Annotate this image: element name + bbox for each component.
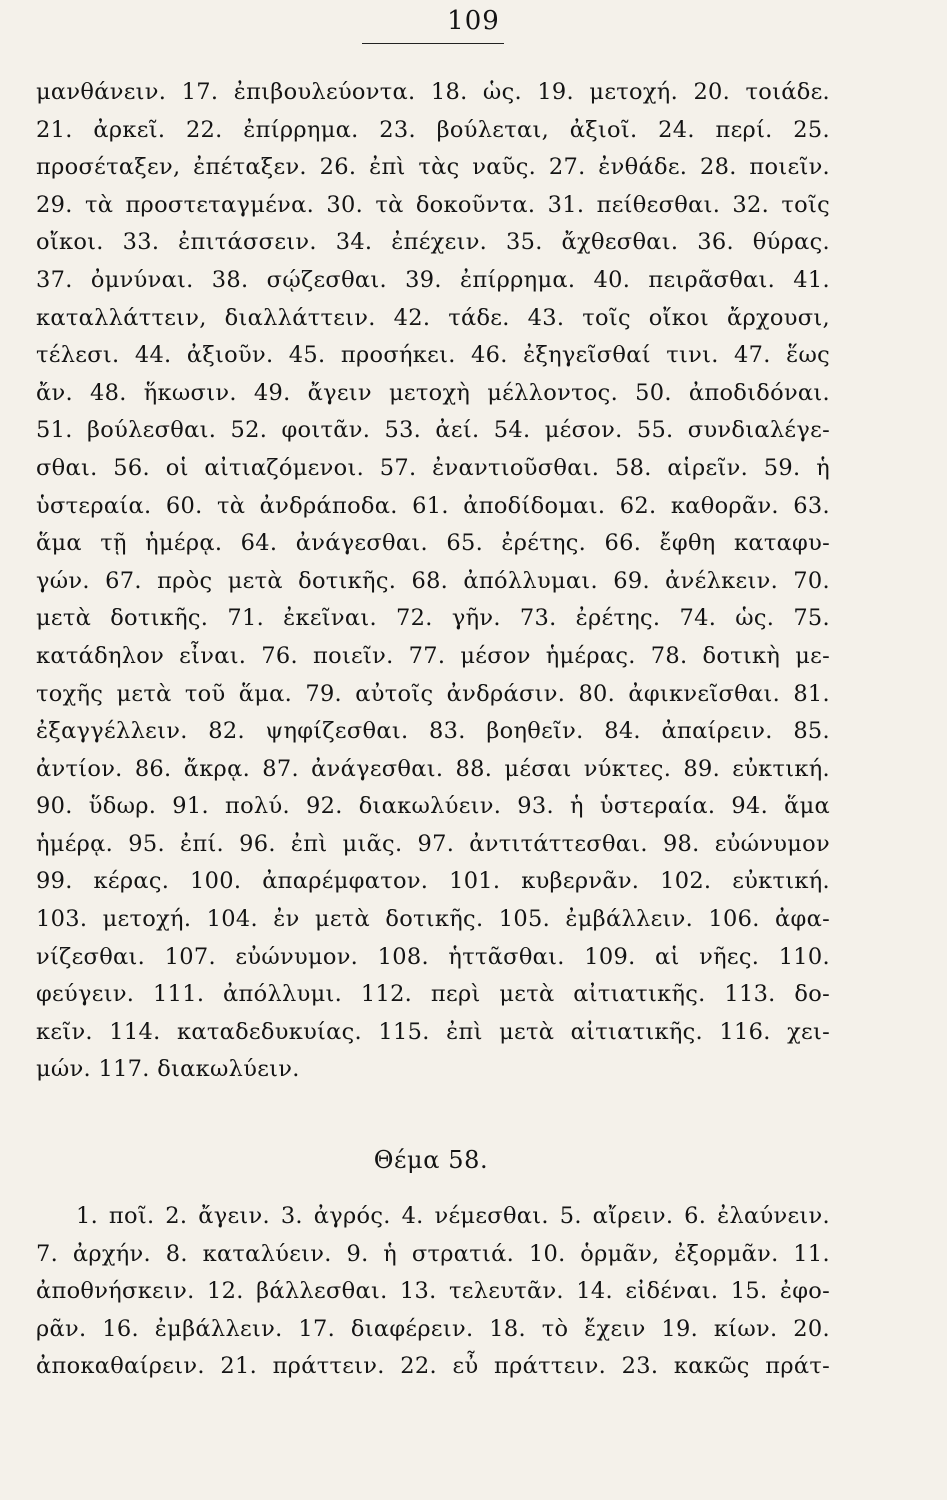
text-line: 29. τὰ προστεταγμένα. 30. τὰ δοκοῦντα. 31. πείθεσθαι. 32. τοῖς — [36, 191, 830, 218]
text-line: καταλλάττειν, διαλλάττειν. 42. τάδε. 43. τοῖς οἴκοι ἄρχουσι, — [36, 304, 830, 331]
text-line: 90. ὕδωρ. 91. πολύ. 92. διακωλύειν. 93. ἡ ὑστεραία. 94. ἅμα — [36, 793, 830, 820]
text-line: ἡμέρᾳ. 95. ἐπί. 96. ἐπὶ μιᾶς. 97. ἀντιτάττεσθαι. 98. εὐώνυμον — [36, 830, 830, 857]
text-line: γών. 67. πρὸς μετὰ δοτικῆς. 68. ἀπόλλυμαι. 69. ἀνέλκειν. 70. — [36, 567, 830, 594]
text-line: μετὰ δοτικῆς. 71. ἐκεῖναι. 72. γῆν. 73. ἐρέτης. 74. ὡς. 75. — [36, 605, 830, 632]
text-line: τοχῆς μετὰ τοῦ ἅμα. 79. αὐτοῖς ἀνδράσιν. 80. ἀφικνεῖσθαι. 81. — [36, 680, 830, 707]
header-rule — [362, 43, 504, 44]
text-line: σθαι. 56. οἱ αἰτιαζόμενοι. 57. ἐναντιοῦσθαι. 58. αἱρεῖν. 59. ἡ — [36, 454, 830, 481]
text-line: κεῖν. 114. καταδεδυκυίας. 115. ἐπὶ μετὰ αἰτιατικῆς. 116. χει- — [36, 1018, 830, 1045]
text-line: κατάδηλον εἶναι. 76. ποιεῖν. 77. μέσον ἡμέρας. 78. δοτικὴ με- — [36, 642, 830, 669]
section-heading: Θέμα 58. — [373, 1146, 489, 1174]
text-line: ἐξαγγέλλειν. 82. ψηφίζεσθαι. 83. βοηθεῖν. 84. ἀπαίρειν. 85. — [36, 718, 830, 745]
text-line: τέλεσι. 44. ἀξιοῦν. 45. προσήκει. 46. ἐξηγεῖσθαί τινι. 47. ἕως — [36, 342, 830, 369]
text-line: 37. ὀμνύναι. 38. σῴζεσθαι. 39. ἐπίρρημα. 40. πειρᾶσθαι. 41. — [36, 266, 830, 293]
answer-paragraph — [36, 74, 830, 1089]
text-line: 99. κέρας. 100. ἀπαρέμφατον. 101. κυβερνᾶν. 102. εὐκτική. — [36, 868, 830, 895]
text-line: φεύγειν. 111. ἀπόλλυμι. 112. περὶ μετὰ αἰτιατικῆς. 113. δο- — [36, 981, 830, 1008]
text-line: 103. μετοχή. 104. ἐν μετὰ δοτικῆς. 105. ἐμβάλλειν. 106. ἀφα- — [36, 906, 830, 933]
exercise-paragraph — [36, 1198, 830, 1386]
text-line: ἀποκαθαίρειν. 21. πράττειν. 22. εὖ πράττειν. 23. κακῶς πράτ- — [36, 1353, 830, 1380]
text-line: προσέταξεν, ἐπέταξεν. 26. ἐπὶ τὰς ναῦς. 27. ἐνθάδε. 28. ποιεῖν. — [36, 154, 830, 181]
text-line: οἴκοι. 33. ἐπιτάσσειν. 34. ἐπέχειν. 35. ἄχθεσθαι. 36. θύρας. — [36, 229, 830, 256]
text-line: 51. βούλεσθαι. 52. φοιτᾶν. 53. ἀεί. 54. μέσον. 55. συνδιαλέγε- — [36, 417, 830, 444]
text-line: 7. ἀρχήν. 8. καταλύειν. 9. ἡ στρατιά. 10. ὁρμᾶν, ἐξορμᾶν. 11. — [36, 1240, 830, 1267]
page-number: 109 — [447, 6, 500, 36]
text-line: μανθάνειν. 17. ἐπιβουλεύοντα. 18. ὡς. 19. μετοχή. 20. τοιάδε. — [36, 79, 830, 105]
text-line: ρᾶν. 16. ἐμβάλλειν. 17. διαφέρειν. 18. τὸ ἔχειν 19. κίων. 20. — [36, 1315, 830, 1342]
text-line: ὑστεραία. 60. τὰ ἀνδράποδα. 61. ἀποδίδομαι. 62. καθορᾶν. 63. — [36, 492, 830, 519]
text-line: ἄν. 48. ἥκωσιν. 49. ἄγειν μετοχὴ μέλλοντος. 50. ἀποδιδόναι. — [36, 379, 830, 406]
text-line: ἀποθνήσκειν. 12. βάλλεσθαι. 13. τελευτᾶν. 14. εἰδέναι. 15. ἐφο- — [36, 1278, 830, 1305]
text-line: ἀντίον. 86. ἄκρᾳ. 87. ἀνάγεσθαι. 88. μέσαι νύκτες. 89. εὐκτική. — [36, 755, 830, 782]
text-line: μών. 117. διακωλύειν. — [36, 1056, 300, 1083]
text-line: 1. ποῖ. 2. ἄγειν. 3. ἀγρός. 4. νέμεσθαι. 5. αἴρειν. 6. ἐλαύνειν. — [76, 1203, 830, 1229]
text-line: 21. ἀρκεῖ. 22. ἐπίρρημα. 23. βούλεται, ἀξιοῖ. 24. περί. 25. — [36, 116, 830, 143]
text-line: ἅμα τῇ ἡμέρᾳ. 64. ἀνάγεσθαι. 65. ἐρέτης. 66. ἔφθη καταφυ- — [36, 530, 830, 557]
text-line: νίζεσθαι. 107. εὐώνυμον. 108. ἡττᾶσθαι. 109. αἱ νῆες. 110. — [36, 943, 830, 970]
